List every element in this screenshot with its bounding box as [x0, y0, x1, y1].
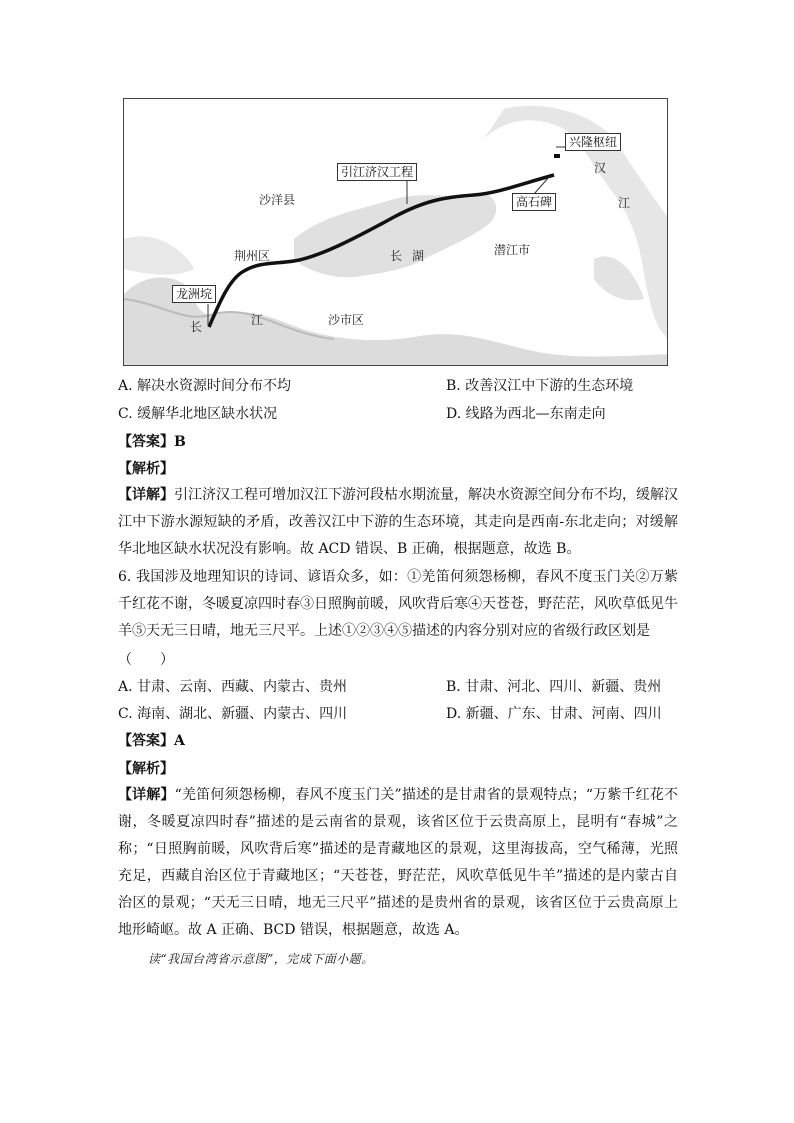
q5-option-b: B. 改善汉江中下游的生态环境	[446, 378, 634, 394]
q6-bracket: （ ）	[118, 652, 174, 668]
q5-answer: 【答案】B	[118, 434, 186, 450]
q5-option-d: D. 线路为西北—东南走向	[446, 406, 606, 422]
q6-stem-text: 6. 我国涉及地理知识的诗词、谚语众多，如：①羌笛何须怨杨柳，春风不度玉门关②万紫千红花不谢，冬暖夏凉四时春③日照胸前暖，风吹背后寒④天苍苍，野茫茫，风吹草低见牛羊⑤天无三日晴，地无三尺平。上述①②③④⑤描述的内容分别对应的省级行政区划是	[118, 569, 678, 639]
q6-option-d: D. 新疆、广东、甘肃、河南、四川	[446, 706, 662, 722]
q6-option-c: C. 海南、湖北、新疆、内蒙古、四川	[118, 706, 348, 722]
terrain-shape	[124, 236, 194, 274]
next-section-note: 读“我国台湾省示意图”，完成下面小题。	[148, 952, 374, 966]
q6-option-a: A. 甘肃、云南、西藏、内蒙古、贵州	[118, 679, 348, 695]
q5-detail-text: 引江济汉工程可增加汉江下游河段枯水期流量，解决水资源空间分布不均，缓解汉江中下游水源短缺的矛盾，改善汉江中下游的生态环境，其走向是西南-东北走向；对缓解华北地区缺水状况没有影响。故 ACD 错误、B 正确，根据题意，故选 B。	[118, 487, 678, 557]
q5-option-c: C. 缓解华北地区缺水状况	[118, 406, 278, 422]
label-shashi: 沙市区	[328, 313, 365, 327]
q5-detail-tag: 【详解】	[118, 487, 174, 503]
q5-detail	[118, 482, 678, 563]
canal-map	[123, 98, 668, 366]
label-changhu-hu: 湖	[412, 249, 425, 263]
label-han: 汉	[594, 161, 607, 175]
q6-detail-tag: 【详解】	[118, 787, 175, 803]
q6-detail	[118, 782, 678, 944]
label-gaoshibei: 高石碑	[512, 193, 556, 211]
label-jingzhou: 荆州区	[234, 249, 271, 263]
q6-option-b: B. 甘肃、河北、四川、新疆、贵州	[446, 679, 662, 695]
terrain-shape	[594, 256, 644, 300]
label-chang: 长	[190, 320, 203, 334]
q6-stem	[118, 564, 678, 645]
label-xinglong-hub: 兴隆枢纽	[565, 133, 621, 151]
q6-answer: 【答案】A	[118, 733, 185, 749]
lake-shape	[294, 193, 496, 277]
q6-analysis-heading: 【解析】	[118, 761, 174, 777]
label-yinjiang-project: 引江济汉工程	[337, 163, 417, 181]
label-changhu-chang: 长	[390, 249, 403, 263]
q5-option-a: A. 解决水资源时间分布不均	[118, 378, 292, 394]
label-jiang-right: 江	[618, 196, 631, 210]
label-longzhouduo: 龙洲垸	[172, 285, 216, 303]
label-qianjiang: 潜江市	[494, 243, 531, 257]
label-shayang: 沙洋县	[259, 193, 296, 207]
q6-detail-text: “羌笛何须怨杨柳，春风不度玉门关”描述的是甘肃省的景观特点；“万紫千红花不谢，冬暖夏凉四时春”描述的是云南省的景观，该省区位于云贵高原上，昆明有“春城”之称；“日照胸前暖，风吹背后寒”描述的是青藏地区的景观，这里海拔高，空气稀薄，光照充足，西藏自治区位于青藏地区；“天苍苍，野茫茫，风吹草低见牛羊”描述的是内蒙古自治区的景观；“天无三日晴，地无三尺平”描述的是贵州省的景观，该省区位于云贵高原上地形崎岖。故 A 正确、BCD 错误，根据题意，故选 A。	[118, 787, 678, 938]
label-jiang: 江	[251, 313, 264, 327]
q5-analysis-heading: 【解析】	[118, 461, 174, 477]
